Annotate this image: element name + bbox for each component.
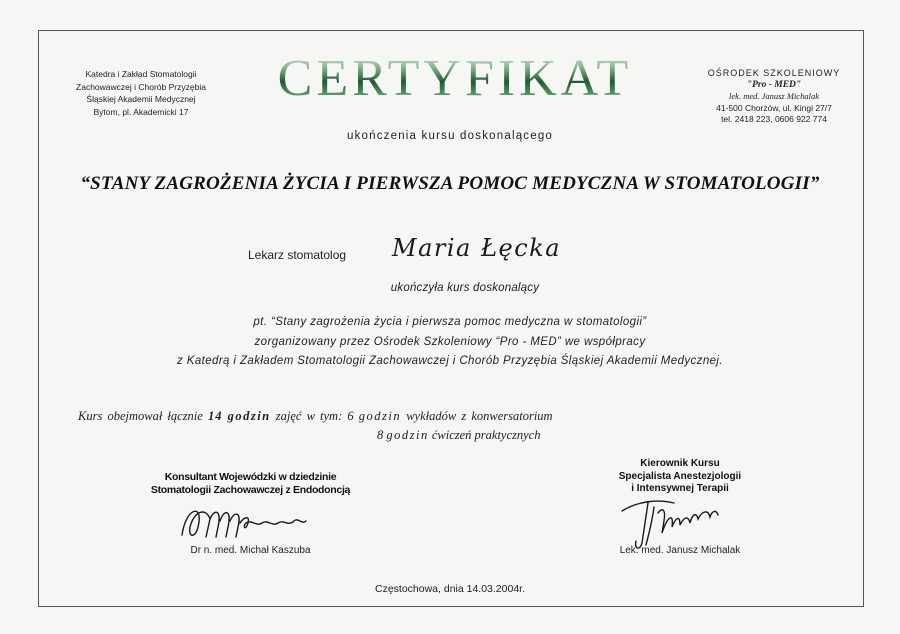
right-org-brand: "Pro - MED" <box>746 79 802 90</box>
completion-statement: ukończyła kurs doskonalący <box>390 282 540 294</box>
practical-text: ćwiczeń praktycznych <box>431 428 541 442</box>
practical-hours: 8 <box>377 428 384 442</box>
right-signatory-title <box>580 458 780 496</box>
left-org-line: Śląskiej Akademii Medycznej <box>86 94 196 104</box>
right-org-name: OŚRODEK SZKOLENIOWY <box>707 68 841 78</box>
certificate-title: CERTYFIKAT <box>240 52 670 106</box>
left-organization-block <box>56 68 226 118</box>
course-description-line: pt. “Stany zagrożenia życia i pierwsza pomoc medyczna w stomatologii” <box>253 316 647 328</box>
course-title: “STANY ZAGROŻENIA ŻYCIA I PIERWSZA POMOC MEDYCZNA W STOMATOLOGII” <box>80 173 820 194</box>
left-signatory-title-line: Stomatologii Zachowawczej z Endodoncją <box>150 484 351 496</box>
practical-unit: godzin <box>386 428 429 442</box>
right-org-address: 41-500 Chorzów, ul. Kingi 27/7 <box>716 102 832 113</box>
left-org-line: Zachowawczej i Chorób Przyzębia <box>76 81 206 92</box>
hours-total: 14 <box>207 409 223 423</box>
left-org-line: Katedra i Zakład Stomatologii <box>85 69 197 79</box>
left-signatory-name: Dr n. med. Michał Kaszuba <box>190 545 311 556</box>
hours-unit: godzin <box>227 409 271 423</box>
hours-prefix: Kurs obejmował łącznie <box>78 409 203 423</box>
lecture-hours: 6 <box>347 409 354 423</box>
course-description-line: zorganizowany przez Ośrodek Szkoleniowy “Pro - MED” we współpracy <box>254 336 646 348</box>
recipient-role: Lekarz stomatolog <box>248 248 347 262</box>
course-hours-line <box>78 409 553 424</box>
right-signatory-title-line: Specjalista Anestezjologii <box>618 470 742 482</box>
right-organization-block <box>694 68 854 126</box>
right-signatory-name: Lek. med. Janusz Michalak <box>619 545 741 556</box>
practical-hours-line <box>377 428 540 443</box>
right-org-phone: tel. 2418 223, 0606 922 774 <box>721 114 827 124</box>
right-org-director: lek. med. Janusz Michalak <box>729 91 819 101</box>
right-signatory-title-line: Kierownik Kursu <box>640 458 720 469</box>
left-org-line: Bytom, pl. Akademicki 17 <box>93 106 189 117</box>
left-signatory-title <box>118 471 383 497</box>
certificate-subtitle: ukończenia kursu doskonalącego <box>346 130 554 142</box>
recipient-name: Maria Łęcka <box>392 234 562 262</box>
left-signature <box>176 497 316 545</box>
lecture-unit: godzin <box>358 409 402 423</box>
left-signatory-title-line: Konsultant Wojewódzki w dziedzinie <box>164 471 337 483</box>
course-description-line: z Katedrą i Zakładem Stomatologii Zachowawczej i Chorób Przyzębia Śląskiej Akademii Medycznej. <box>177 355 723 367</box>
right-signatory-title-line: i Intensywnej Terapii <box>631 483 729 494</box>
issue-place-date: Częstochowa, dnia 14.03.2004r. <box>374 583 526 595</box>
lecture-text: wykładów z konwersatorium <box>406 409 553 423</box>
hours-mid: zajęć w tym: <box>275 409 343 423</box>
